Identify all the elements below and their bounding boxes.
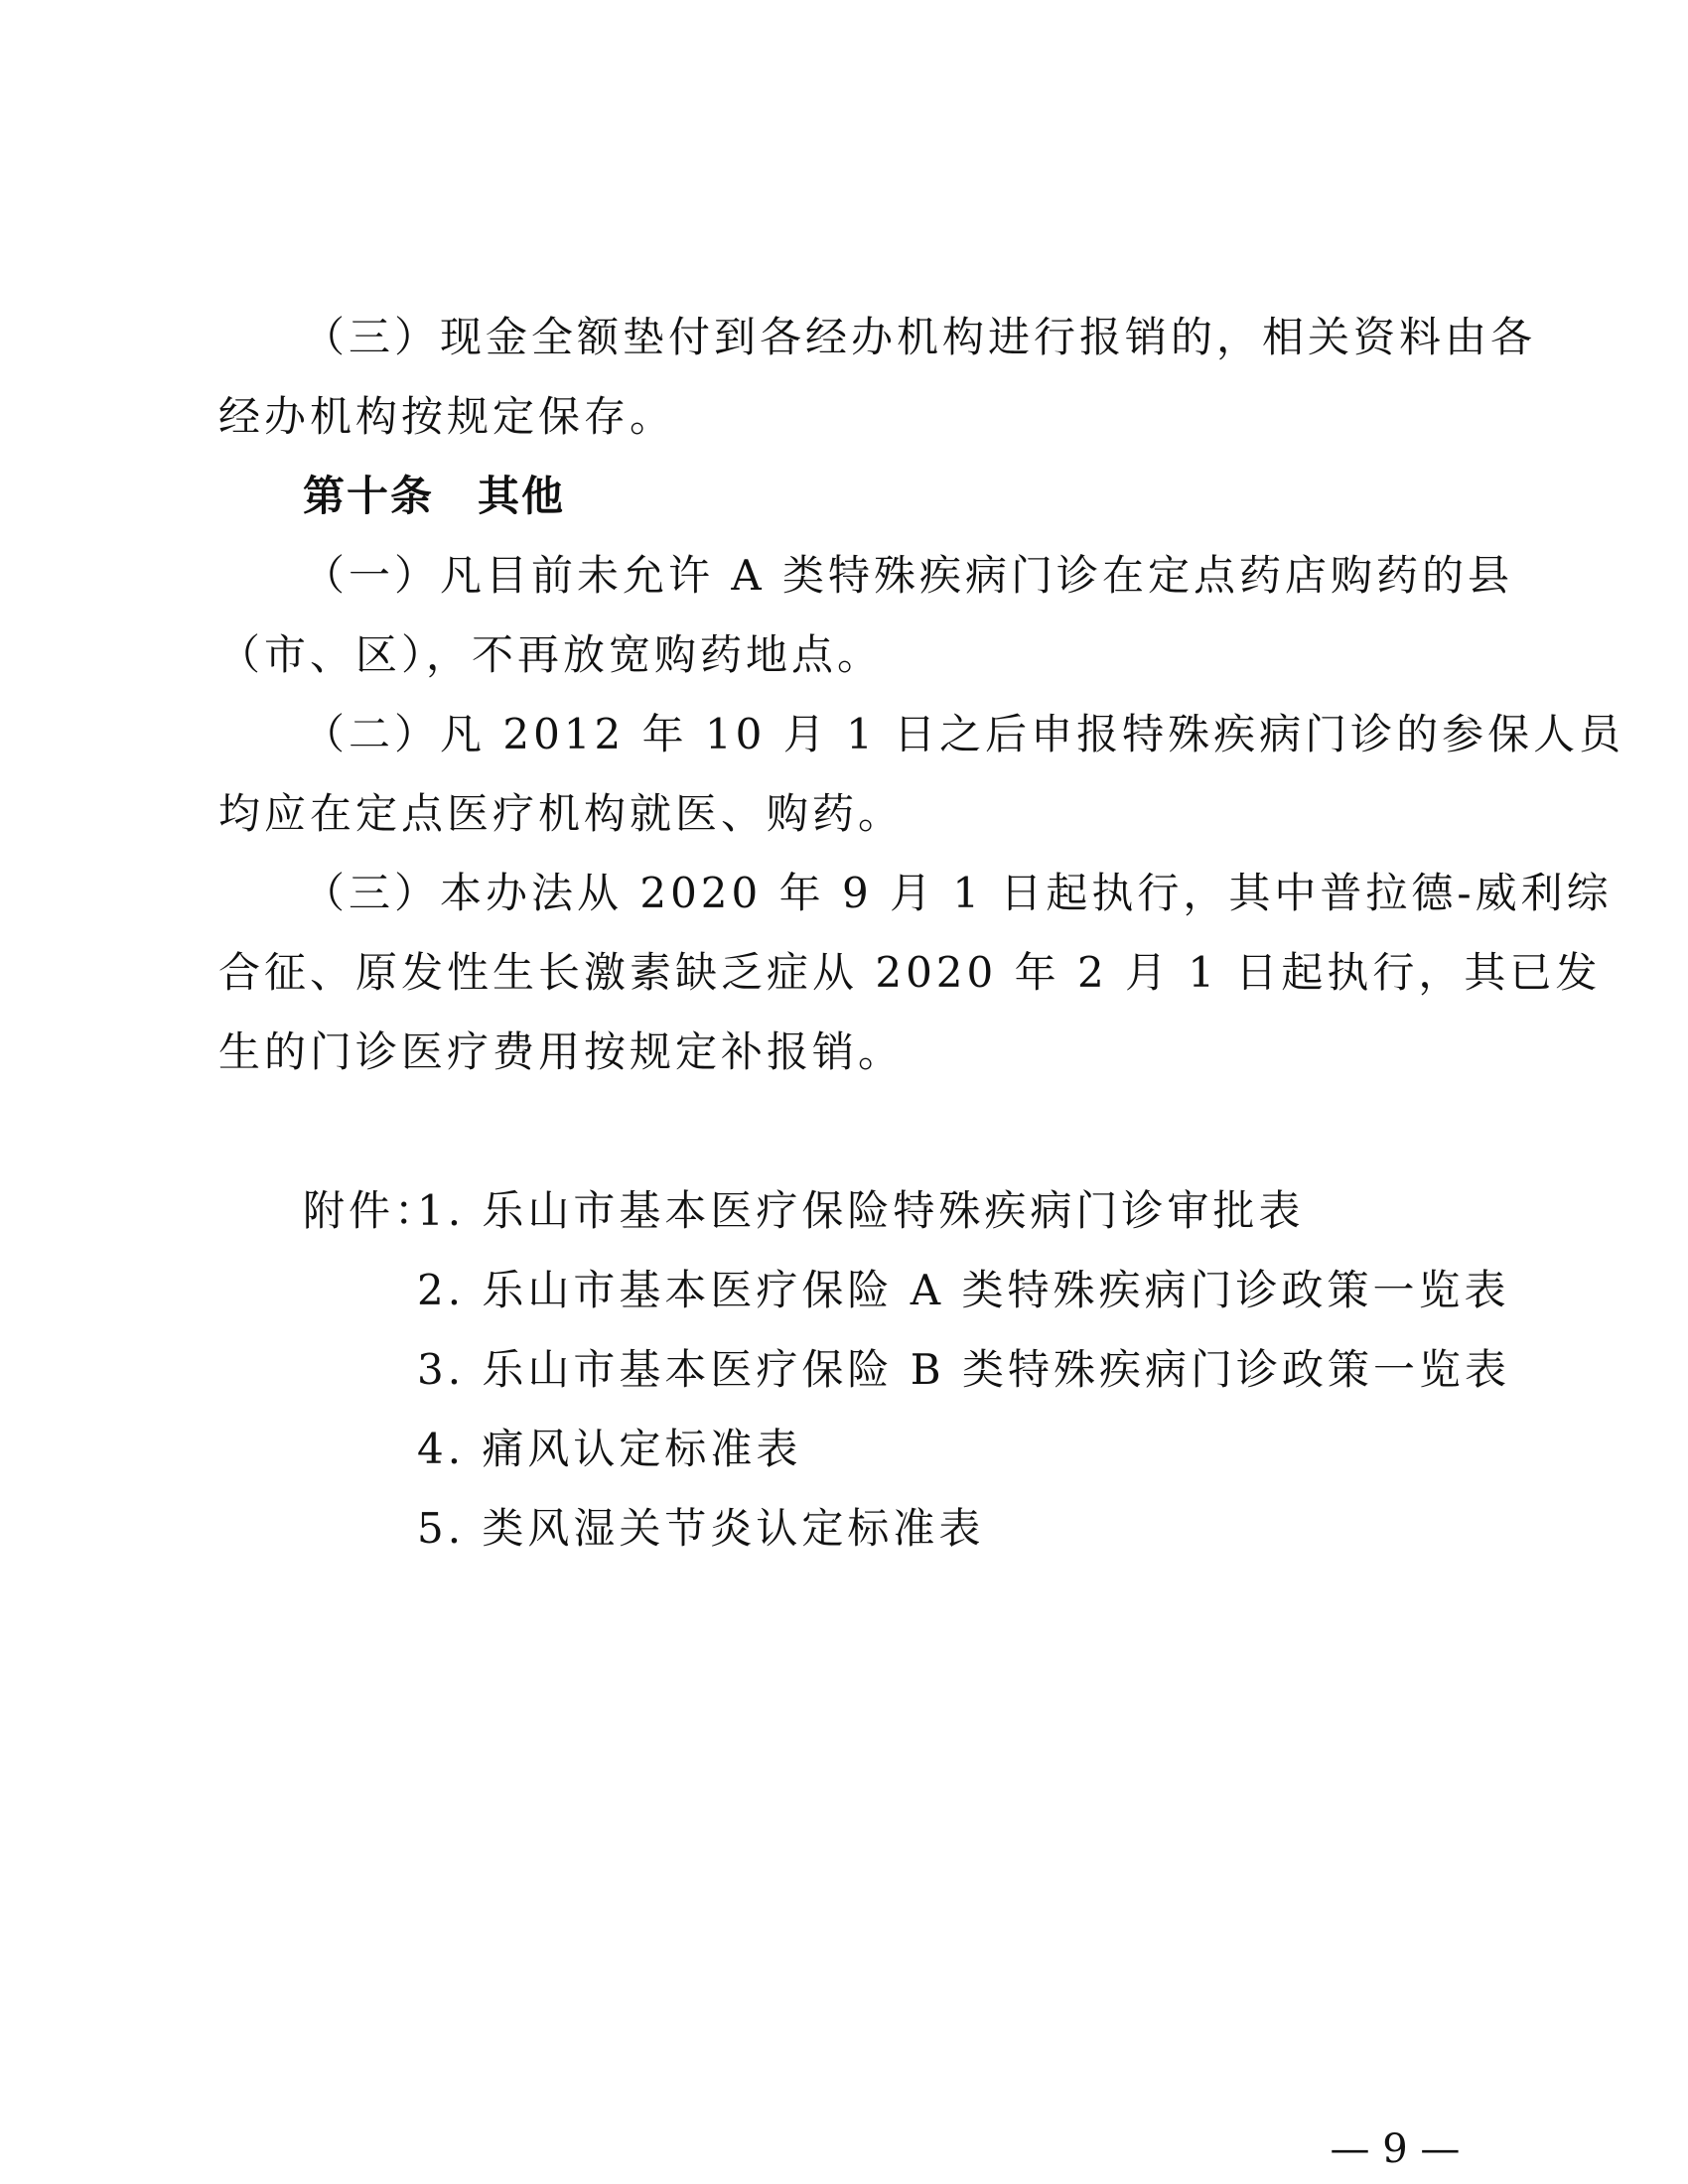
page-number: — 9 — — [1330, 2126, 1461, 2172]
attachment-item: 2. 乐山市基本医疗保险 A 类特殊疾病门诊政策一览表 — [417, 1266, 1510, 1314]
paragraph-line: 均应在定点医疗机构就医、购药。 — [218, 789, 905, 838]
attachment-item: 3. 乐山市基本医疗保险 B 类特殊疾病门诊政策一览表 — [417, 1345, 1510, 1394]
article-heading: 第十条 其他 — [303, 472, 566, 520]
paragraph-line: （三）本办法从 2020 年 9 月 1 日起执行，其中普拉德-威利综 — [303, 869, 1613, 917]
attachment-item: 4. 痛风认定标准表 — [417, 1425, 802, 1473]
paragraph-line: 经办机构按规定保存。 — [218, 392, 676, 441]
paragraph-line: （市、区），不再放宽购药地点。 — [218, 630, 884, 679]
paragraph-line: （二）凡 2012 年 10 月 1 日之后申报特殊疾病门诊的参保人员 — [303, 710, 1625, 758]
attachment-item: 5. 类风湿关节炎认定标准表 — [417, 1504, 985, 1553]
paragraph-line: （一）凡目前未允许 A 类特殊疾病门诊在定点药店购药的县 — [303, 551, 1514, 600]
attachments-label: 附件： — [303, 1186, 441, 1235]
paragraph-line: （三）现金全额垫付到各经办机构进行报销的，相关资料由各 — [303, 313, 1537, 361]
paragraph-line: 合征、原发性生长激素缺乏症从 2020 年 2 月 1 日起执行，其已发 — [218, 948, 1602, 997]
attachment-item: 1. 乐山市基本医疗保险特殊疾病门诊审批表 — [417, 1186, 1305, 1235]
paragraph-line: 生的门诊医疗费用按规定补报销。 — [218, 1027, 905, 1076]
